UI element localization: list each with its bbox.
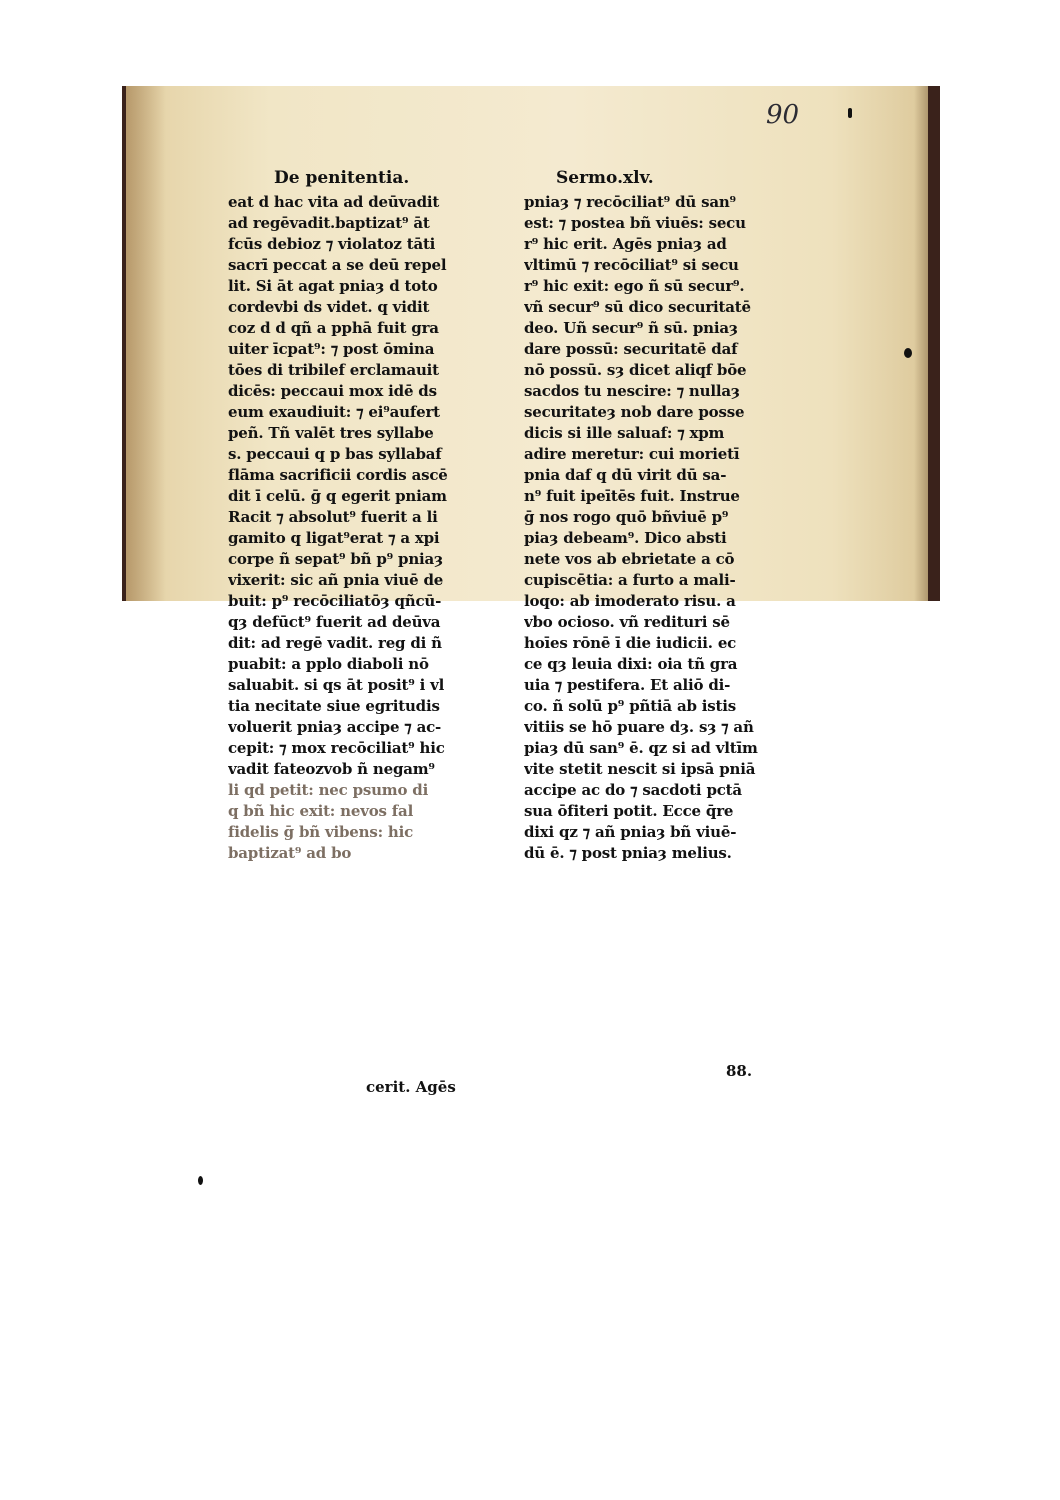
text-line: dare possū: securitatē daf xyxy=(524,340,738,358)
text-line: lit. Si āt agat pniaȝ d toto xyxy=(228,277,438,295)
text-line: gamito q ligat⁹erat ⁊ a xpi xyxy=(228,529,440,547)
ink-spot xyxy=(904,348,912,358)
text-line: nō possū. sȝ dicet aliqf bōe xyxy=(524,361,747,379)
folio-number: 90 xyxy=(766,100,800,130)
text-line: securitateȝ nob dare posse xyxy=(524,403,745,421)
text-line: hoīes rōnē ī die iudicii. ec xyxy=(524,634,737,652)
page-scan xyxy=(122,86,940,1096)
text-line: dicēs: peccaui mox idē ds xyxy=(228,382,437,400)
text-line: n⁹ fuit ipeītēs fuit. Instrue xyxy=(524,487,740,505)
text-line: dit: ad regē vadit. reg di ñ xyxy=(228,634,442,652)
text-line: vixerit: sic añ pnia viuē de xyxy=(228,571,444,589)
text-line: coz d d qñ a pphā fuit gra xyxy=(228,319,439,337)
text-line: r⁹ hic exit: ego ñ sū secur⁹. xyxy=(524,277,745,295)
text-line: tōes di tribilef erclamauit xyxy=(228,361,439,379)
text-line: dixi qz ⁊ añ pniaȝ bñ viuē- xyxy=(524,823,737,841)
text-line: deo. Uñ secur⁹ ñ sū. pniaȝ xyxy=(524,319,738,337)
text-line: pnia daf q dū virit dū sa- xyxy=(524,466,727,484)
ink-spot xyxy=(848,108,852,118)
text-line: puabit: a pplo diaboli nō xyxy=(228,655,429,673)
text-line: s. peccaui q p bas syllabaf xyxy=(228,445,442,463)
text-line: q bñ hic exit: nevos fal xyxy=(228,802,414,820)
text-line: uia ⁊ pestifera. Et aliō di- xyxy=(524,676,731,694)
text-line: accipe ac do ⁊ sacdoti pctā xyxy=(524,781,742,799)
text-line: ad regēvadit.baptizat⁹ āt xyxy=(228,214,430,232)
text-line: flāma sacrificii cordis ascē xyxy=(228,466,448,484)
text-line: dicis si ille saluaf: ⁊ xpm xyxy=(524,424,725,442)
text-line: pniaȝ ⁊ recōciliat⁹ dū san⁹ xyxy=(524,193,736,211)
text-line: Racit ⁊ absolut⁹ fuerit a li xyxy=(228,508,438,526)
text-line: dū ē. ⁊ post pniaȝ melius. xyxy=(524,844,732,862)
text-line: piaȝ debeam⁹. Dico absti xyxy=(524,529,727,547)
text-line: qȝ defūct⁹ fuerit ad deūva xyxy=(228,613,441,631)
left-text-column xyxy=(228,192,528,864)
text-line: tia necitate siue egritudis xyxy=(228,697,440,715)
ink-spot xyxy=(198,1176,203,1185)
text-line: sacrī peccat a se deū repel xyxy=(228,256,447,274)
text-line: vbo ocioso. vñ redituri sē xyxy=(524,613,730,631)
text-line: sua ōfiteri potit. Ecce q̄re xyxy=(524,802,734,820)
parchment-leaf xyxy=(126,86,928,1096)
text-line: est: ⁊ postea bñ viuēs: secu xyxy=(524,214,746,232)
text-line: r⁹ hic erit. Agēs pniaȝ ad xyxy=(524,235,727,253)
text-line: ḡ nos rogo quō bñviuē p⁹ xyxy=(524,508,729,526)
right-text-column xyxy=(524,192,834,864)
running-header-left: De penitentia. xyxy=(274,168,410,188)
text-line: li qd petit: nec psumo di xyxy=(228,781,429,799)
text-line: eat d hac vita ad deūvadit xyxy=(228,193,440,211)
text-line: cordevbi ds videt. q vidit xyxy=(228,298,430,316)
text-line: buit: p⁹ recōciliatōȝ qñcū- xyxy=(228,592,442,610)
text-line: piaȝ dū san⁹ ē. qz si ad vltīm xyxy=(524,739,758,757)
text-line: sacdos tu nescire: ⁊ nullaȝ xyxy=(524,382,740,400)
text-line: saluabit. si qs āt posit⁹ i vl xyxy=(228,676,445,694)
text-line: vite stetit nescit si ipsā pniā xyxy=(524,760,756,778)
text-line: cepit: ⁊ mox recōciliat⁹ hic xyxy=(228,739,445,757)
text-line: cupiscētia: a furto a mali- xyxy=(524,571,736,589)
text-line: peñ. Tñ valēt tres syllabe xyxy=(228,424,434,442)
text-line: vitiis se hō puare dȝ. sȝ ⁊ añ xyxy=(524,718,754,736)
text-line: eum exaudiuit: ⁊ ei⁹aufert xyxy=(228,403,440,421)
text-line: corpe ñ sepat⁹ bñ p⁹ pniaȝ xyxy=(228,550,443,568)
text-line: voluerit pniaȝ accipe ⁊ ac- xyxy=(228,718,442,736)
text-line: loqo: ab imoderato risu. a xyxy=(524,592,736,610)
text-line: dit ī celū. ḡ q egerit pniam xyxy=(228,487,447,505)
text-line: fidelis ḡ bñ vibens: hic xyxy=(228,823,414,841)
text-line: vltimū ⁊ recōciliat⁹ si secu xyxy=(524,256,739,274)
text-line: baptizat⁹ ad bo xyxy=(228,844,352,862)
running-header-right: Sermo.xlv. xyxy=(556,168,654,188)
catchword-left: cerit. Agēs xyxy=(366,1078,456,1096)
text-line: fcūs debioz ⁊ violatoz tāti xyxy=(228,235,436,253)
text-line: co. ñ solū p⁹ pñtiā ab istis xyxy=(524,697,737,715)
text-line: nete vos ab ebrietate a cō xyxy=(524,550,735,568)
text-line: ce qȝ leuia dixi: oia tñ gra xyxy=(524,655,738,673)
text-line: adire meretur: cui morietī xyxy=(524,445,740,463)
text-line: vadit fateozvob ñ negam⁹ xyxy=(228,760,435,778)
text-line: vñ secur⁹ sū dico securitatē xyxy=(524,298,751,316)
text-line: uiter īcpat⁹: ⁊ post ōmina xyxy=(228,340,435,358)
catchword-right: 88. xyxy=(726,1062,753,1080)
